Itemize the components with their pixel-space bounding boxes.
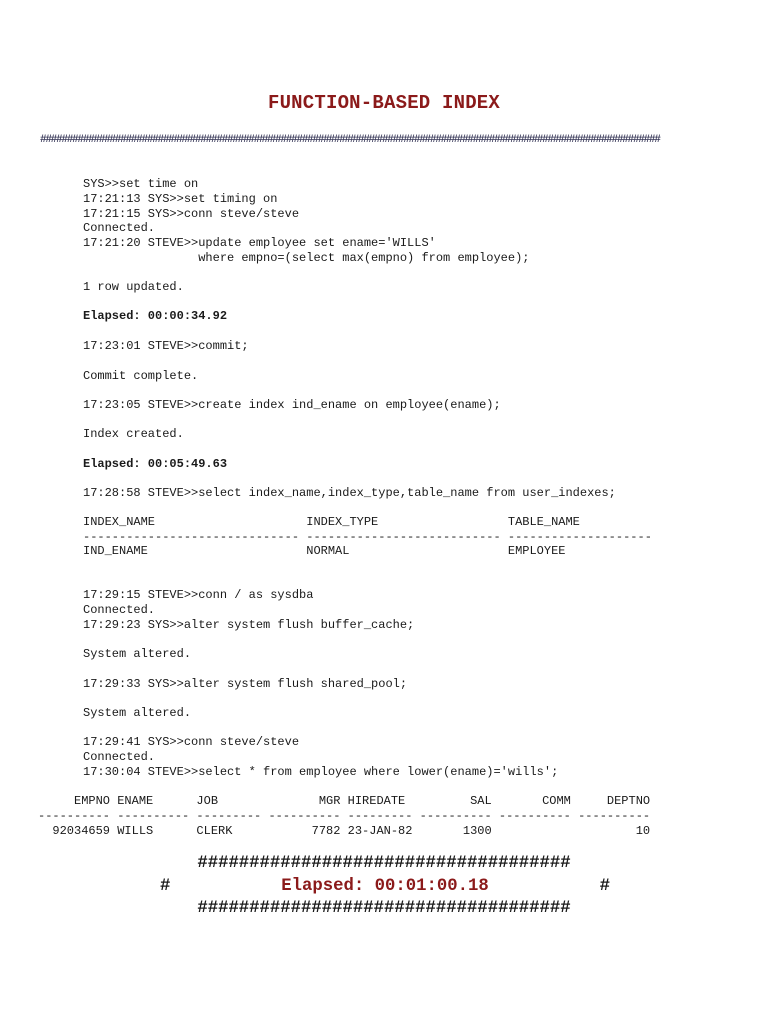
sql-line: 17:30:04 STEVE>>select * from employee where lower(ename)='wills'; [83, 765, 559, 779]
sql-output: Commit complete. [83, 369, 199, 383]
sql-line: 17:23:01 STEVE>>commit; [83, 339, 249, 353]
elapsed-box [160, 876, 610, 898]
result-table-divider: ---------- ---------- --------- ---------- --------- ---------- ---------- ---------- [38, 809, 651, 823]
sql-output: Connected. [83, 750, 156, 764]
sql-line: 17:21:15 SYS>>conn steve/steve [83, 207, 300, 221]
sql-line: 17:29:15 STEVE>>conn / as sysdba [83, 588, 314, 602]
sql-line: 17:28:58 STEVE>>select index_name,index_type,table_name from user_indexes; [83, 486, 616, 500]
elapsed-time-highlight: Elapsed: 00:01:00.18 [281, 877, 489, 896]
sql-line: where empno=(select max(empno) from employee); [83, 251, 530, 265]
result-table-header: EMPNO ENAME JOB MGR HIREDATE SAL COMM DEPTNO [38, 794, 651, 808]
elapsed-time: Elapsed: 00:05:49.63 [83, 457, 228, 471]
result-table-row: 92034659 WILLS CLERK 7782 23-JAN-82 1300 10 [38, 824, 651, 838]
sql-line: 17:29:33 SYS>>alter system flush shared_pool; [83, 677, 408, 691]
sql-line: 17:29:23 SYS>>alter system flush buffer_cache; [83, 618, 415, 632]
index-table-divider: ------------------------------ --------------------------- -------------------- [83, 530, 652, 544]
sql-line: 17:29:41 SYS>>conn steve/steve [83, 735, 300, 749]
sql-line: 17:23:05 STEVE>>create index ind_ename on employee(ename); [83, 398, 501, 412]
elapsed-box-bottom-border: #################################### [197, 899, 571, 918]
sql-output: Connected. [83, 221, 156, 235]
elapsed-time: Elapsed: 00:00:34.92 [83, 309, 228, 323]
sql-output: Connected. [83, 603, 156, 617]
index-table-header: INDEX_NAME INDEX_TYPE TABLE_NAME [83, 515, 580, 529]
sql-output: System altered. [83, 706, 192, 720]
sql-line: 17:21:20 STEVE>>update employee set ename='WILLS' [83, 236, 436, 250]
sql-output: Index created. [83, 427, 184, 441]
elapsed-box-top-border: #################################### [197, 854, 571, 873]
sql-output: System altered. [83, 647, 192, 661]
sql-line: SYS>>set time on [83, 177, 199, 191]
sql-line: 17:21:13 SYS>>set timing on [83, 192, 278, 206]
page-title: FUNCTION-BASED INDEX [267, 92, 501, 114]
hash-divider: #################################################################################################################### [40, 134, 660, 146]
elapsed-box-right-hash: # [599, 877, 610, 896]
sql-output: 1 row updated. [83, 280, 184, 294]
index-table-row: IND_ENAME NORMAL EMPLOYEE [83, 544, 566, 558]
elapsed-box-left-hash: # [160, 877, 171, 896]
